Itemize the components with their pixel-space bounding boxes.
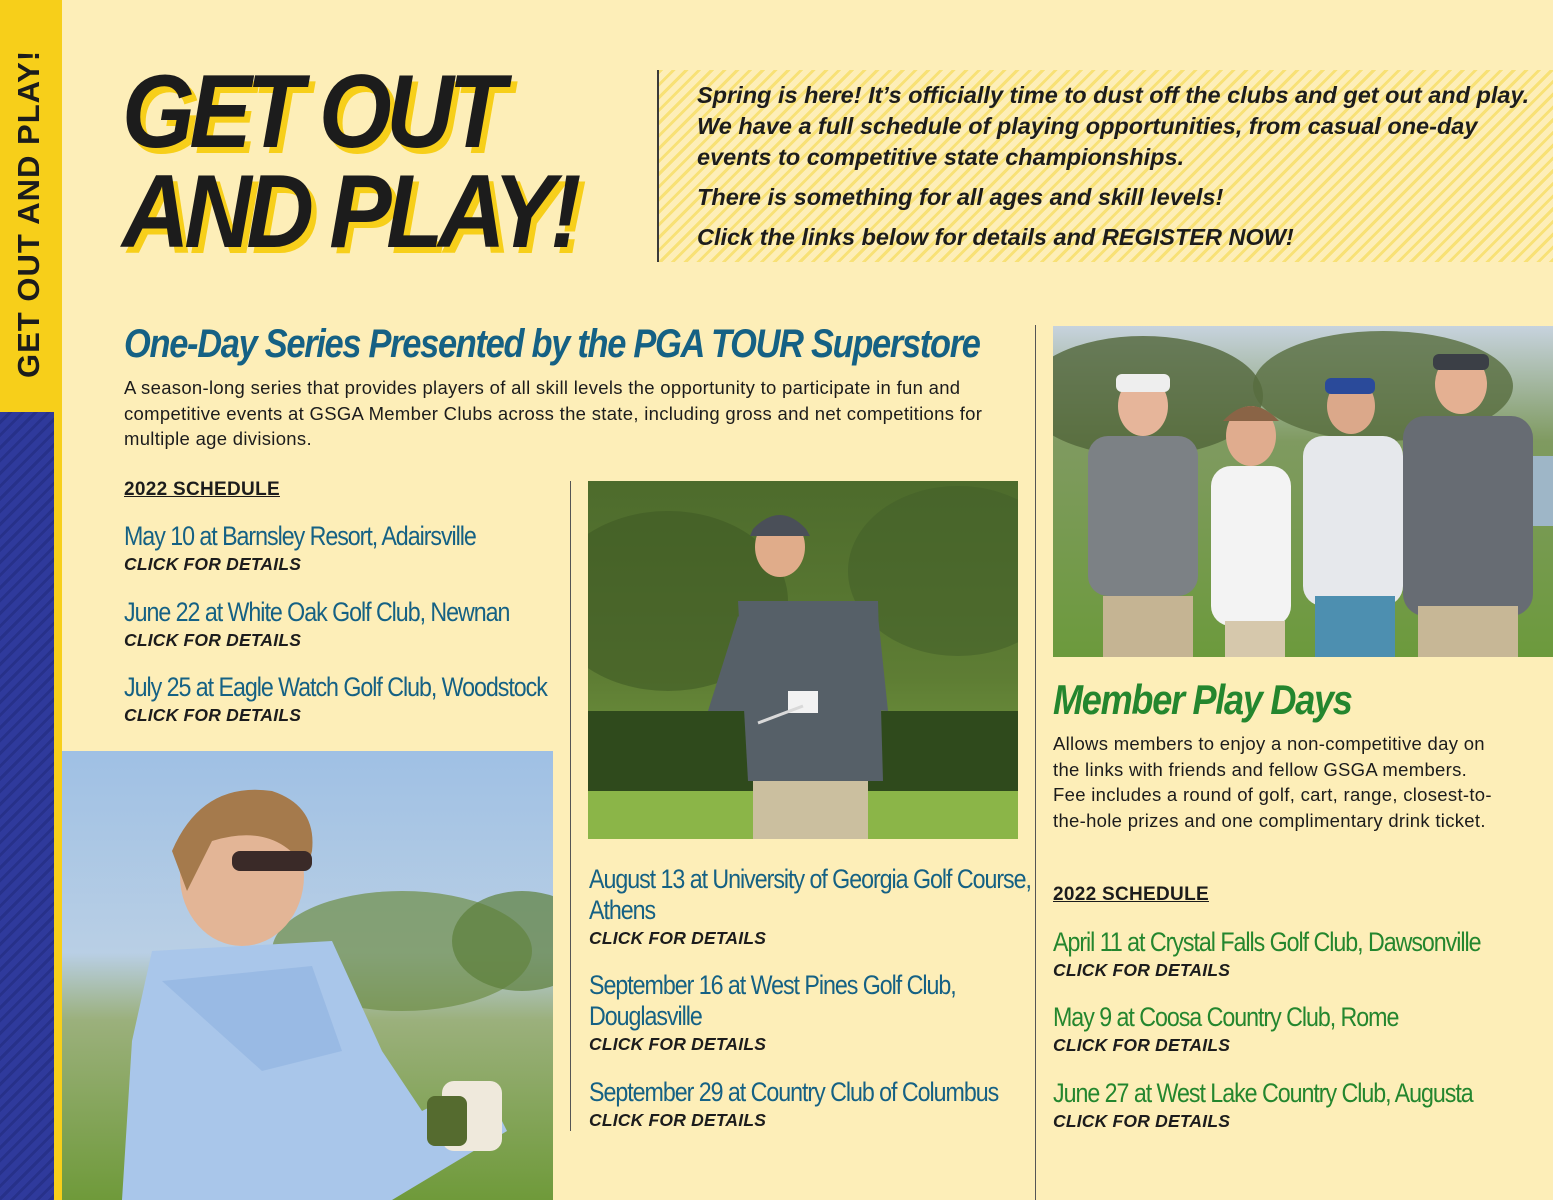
intro-paragraph-1: Spring is here! It’s officially time to dust off the clubs and get out and play. We have a full schedule of playing opportunities, from casual one-day events to competitive state championships. [697, 82, 1530, 170]
event-title: September 29 at Country Club of Columbus [589, 1077, 999, 1107]
click-for-details-link[interactable]: CLICK FOR DETAILS [589, 928, 767, 948]
golfer-photo-man [588, 481, 1018, 839]
one-day-event [124, 521, 533, 575]
member-play-days-description: Allows members to enjoy a non-competitive day on the links with friends and fellow GSGA members. Fee includes a round of golf, cart, range, closest-to-the-hole prizes and one complimentary drink ticket. [1053, 733, 1492, 831]
spine-label: GET OUT AND PLAY! [11, 49, 46, 378]
event-title: July 25 at Eagle Watch Golf Club, Woodstock [124, 672, 547, 702]
event-title: June 22 at White Oak Golf Club, Newnan [124, 597, 510, 627]
one-day-event [589, 864, 1103, 949]
intro-paragraph-3: Click the links below for details and REGISTER NOW! [697, 224, 1294, 250]
event-title: September 16 at West Pines Golf Club, [589, 970, 956, 1000]
headline-line-2: AND PLAY! [122, 154, 577, 270]
click-for-details-link[interactable]: CLICK FOR DETAILS [1053, 1035, 1231, 1055]
one-day-event [124, 597, 572, 651]
click-for-details-link[interactable]: CLICK FOR DETAILS [124, 630, 302, 650]
intro-paragraph-2: There is something for all ages and skill levels! [697, 184, 1224, 210]
click-for-details-link[interactable]: CLICK FOR DETAILS [1053, 1111, 1231, 1131]
one-day-series-title: One-Day Series Presented by the PGA TOUR Superstore [124, 322, 980, 366]
intro-box [657, 70, 1553, 262]
click-for-details-link[interactable]: CLICK FOR DETAILS [124, 554, 302, 574]
click-for-details-link[interactable]: CLICK FOR DETAILS [589, 1034, 767, 1054]
member-schedule-heading: 2022 SCHEDULE [1053, 884, 1209, 905]
headline-line-1: GET OUT [122, 54, 501, 170]
one-day-series-description: A season-long series that provides players of all skill levels the opportunity to participate in fun and competitive events at GSGA Member Clubs across the state, including gross and net competitions for multiple age divisions. [124, 377, 983, 449]
event-title: May 9 at Coosa Country Club, Rome [1053, 1002, 1399, 1032]
event-title-line-2: Athens [589, 895, 656, 925]
click-for-details-link[interactable]: CLICK FOR DETAILS [124, 705, 302, 725]
event-title: August 13 at University of Georgia Golf Course, [589, 864, 1031, 894]
page-headline [122, 54, 577, 270]
member-play-days-title: Member Play Days [1053, 676, 1352, 723]
member-event [1053, 1002, 1455, 1056]
one-day-event [124, 672, 616, 726]
spine-yellow-edge [54, 412, 62, 1200]
one-day-schedule-heading: 2022 SCHEDULE [124, 479, 280, 500]
column-divider [570, 481, 571, 1131]
golfer-photo-woman [62, 751, 553, 1200]
members-group-photo [1053, 326, 1553, 657]
event-title-line-2: Douglasville [589, 1001, 702, 1031]
member-event [1053, 1078, 1541, 1132]
one-day-event [589, 1077, 1065, 1131]
one-day-event [589, 970, 1015, 1055]
event-title: June 27 at West Lake Country Club, Augusta [1053, 1078, 1473, 1108]
event-title: May 10 at Barnsley Resort, Adairsville [124, 521, 476, 551]
event-title: April 11 at Crystal Falls Golf Club, Dawsonville [1053, 927, 1481, 957]
click-for-details-link[interactable]: CLICK FOR DETAILS [1053, 960, 1231, 980]
click-for-details-link[interactable]: CLICK FOR DETAILS [589, 1110, 767, 1130]
spine-navy-band [0, 412, 54, 1200]
member-event [1053, 927, 1550, 981]
column-divider [1035, 325, 1036, 1200]
